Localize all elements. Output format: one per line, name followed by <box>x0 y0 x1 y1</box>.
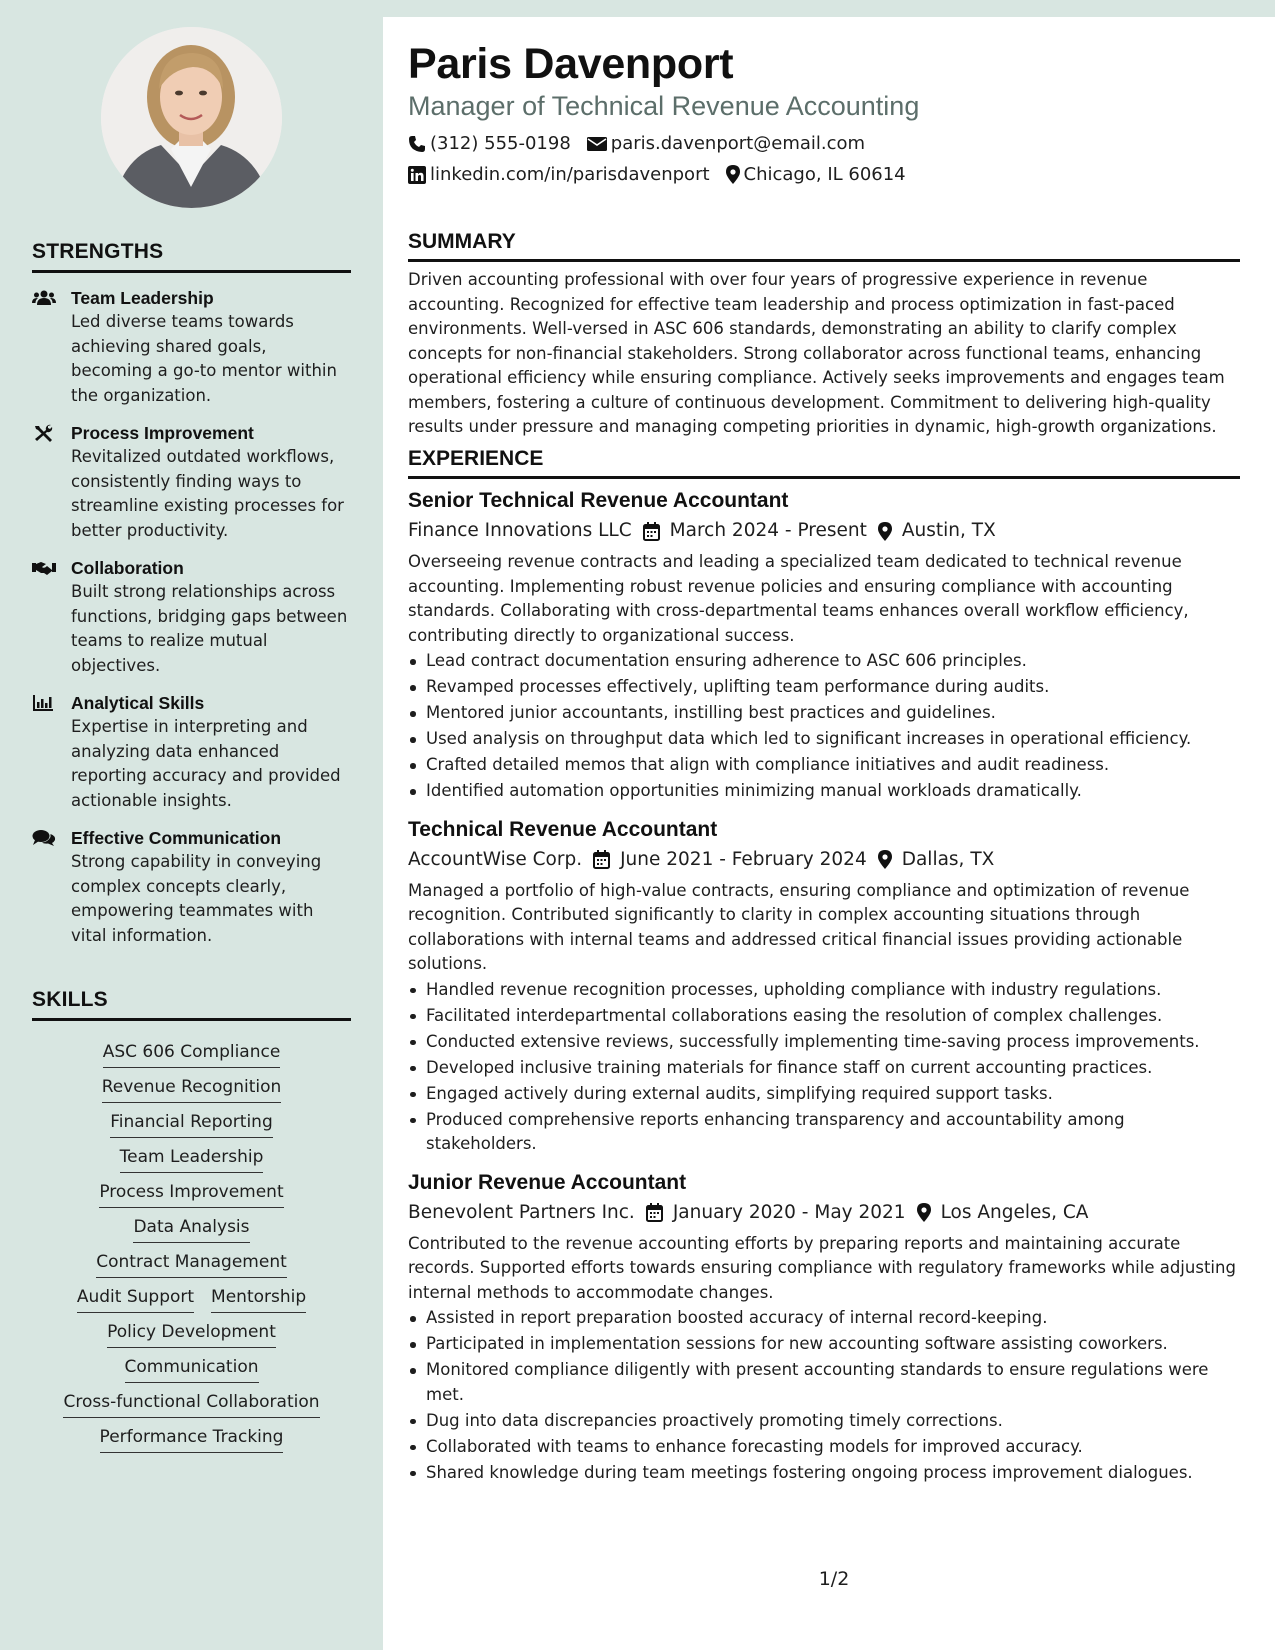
strength-desc: Expertise in interpreting and analyzing data enhanced reporting accuracy and provided actionable insights. <box>71 717 341 810</box>
skills-list <box>32 1040 351 1449</box>
phone-text: (312) 555-0198 <box>430 133 571 154</box>
skill-tag: Audit Support <box>77 1287 194 1313</box>
candidate-name: Paris Davenport <box>408 40 734 88</box>
bullet-item: Identified automation opportunities minimizing manual workloads dramatically. <box>408 779 1240 804</box>
linkedin-icon <box>408 166 426 184</box>
map-pin-icon <box>726 165 740 184</box>
map-pin-icon <box>917 1203 931 1222</box>
tools-icon <box>32 424 56 442</box>
job-bullets <box>408 1306 1240 1485</box>
summary-section <box>408 230 1240 440</box>
bar-chart-icon <box>32 694 56 712</box>
job-title: Senior Technical Revenue Accountant <box>408 489 789 512</box>
strength-desc: Strong capability in conveying complex concepts clearly, empowering teammates with vital information. <box>71 852 322 945</box>
main-content <box>383 17 1275 1650</box>
bullet-item: Assisted in report preparation boosted accuracy of internal record-keeping. <box>408 1306 1240 1331</box>
skill-row <box>38 1180 345 1204</box>
skills-section <box>32 988 351 1449</box>
skill-tag: Process Improvement <box>99 1182 283 1208</box>
skill-tag: Cross-functional Collaboration <box>63 1392 319 1418</box>
job-location: Austin, TX <box>901 520 996 541</box>
job-company: AccountWise Corp. <box>408 848 583 870</box>
skill-row <box>38 1285 345 1309</box>
skill-tag: ASC 606 Compliance <box>103 1042 281 1068</box>
skill-tag: Team Leadership <box>120 1147 264 1173</box>
job-title: Technical Revenue Accountant <box>408 817 718 841</box>
contact-row <box>408 164 906 185</box>
map-pin-icon <box>878 522 892 541</box>
skill-row <box>38 1075 345 1099</box>
job-meta <box>408 518 1240 544</box>
linkedin-link[interactable]: linkedin.com/in/parisdavenport <box>430 164 710 185</box>
summary-title: SUMMARY <box>408 230 1240 262</box>
job-entry <box>408 1169 1240 1486</box>
job-dates: March 2024 - Present <box>669 520 867 541</box>
bullet-item: Facilitated interdepartmental collaborations easing the resolution of complex challenges. <box>408 1004 1240 1029</box>
skill-tag: Data Analysis <box>133 1217 249 1243</box>
phone-item <box>408 133 571 154</box>
skill-row <box>38 1250 345 1274</box>
skill-tag: Mentorship <box>211 1287 306 1313</box>
bullet-item: Used analysis on throughput data which led to significant increases in operational efficiency. <box>408 727 1240 752</box>
skill-tag: Financial Reporting <box>110 1112 273 1138</box>
email-link[interactable]: paris.davenport@email.com <box>610 133 866 154</box>
phone-icon <box>408 135 426 153</box>
skill-row <box>38 1425 345 1449</box>
calendar-icon <box>643 522 660 541</box>
bullet-item: Revamped processes effectively, uplifting team performance during audits. <box>408 675 1240 700</box>
bullet-item: Monitored compliance diligently with present accounting standards to ensure regulations were met. <box>408 1358 1240 1407</box>
skill-tag: Contract Management <box>96 1252 287 1278</box>
calendar-icon <box>593 850 610 869</box>
job-company: Finance Innovations LLC <box>408 520 632 541</box>
skills-title: SKILLS <box>32 988 351 1021</box>
bullet-item: Developed inclusive training materials for finance staff on current accounting practices. <box>408 1056 1240 1081</box>
strength-desc: Led diverse teams towards achieving shared goals, becoming a go-to mentor within the organization. <box>71 312 337 405</box>
candidate-title: Manager of Technical Revenue Accounting <box>408 91 920 121</box>
strength-item <box>32 827 351 948</box>
skill-tag: Performance Tracking <box>100 1427 284 1453</box>
strength-name: Analytical Skills <box>71 693 205 713</box>
bullet-item: Collaborated with teams to enhance forecasting models for improved accuracy. <box>408 1435 1240 1460</box>
strengths-title: STRENGTHS <box>32 240 351 273</box>
job-dates: January 2020 - May 2021 <box>672 1201 906 1223</box>
skill-row <box>38 1215 345 1239</box>
users-icon <box>32 289 56 307</box>
skill-row <box>38 1355 345 1379</box>
bullet-item: Conducted extensive reviews, successfully implementing time-saving process improvements. <box>408 1030 1240 1055</box>
skill-row <box>38 1040 345 1064</box>
experience-section <box>408 447 1240 1487</box>
job-title: Junior Revenue Accountant <box>408 1170 687 1194</box>
bullet-item: Produced comprehensive reports enhancing transparency and accountability among stakeholders. <box>408 1108 1240 1157</box>
email-item[interactable] <box>587 133 865 154</box>
job-meta <box>408 847 1240 873</box>
linkedin-item[interactable] <box>408 164 710 185</box>
job-dates: June 2021 - February 2024 <box>620 848 867 870</box>
job-bullets <box>408 978 1240 1157</box>
strengths-section <box>32 240 351 948</box>
page-number: 1/2 <box>818 1568 850 1590</box>
job-entry <box>408 816 1240 1157</box>
contact-row <box>408 133 865 154</box>
bullet-item: Crafted detailed memos that align with compliance initiatives and audit readiness. <box>408 753 1240 778</box>
bullet-item: Participated in implementation sessions for new accounting software assisting coworkers. <box>408 1332 1240 1357</box>
job-meta <box>408 1200 1240 1226</box>
sidebar <box>0 0 383 1650</box>
comments-icon <box>32 829 56 847</box>
strength-name: Effective Communication <box>71 828 282 848</box>
strength-desc: Built strong relationships across functions, bridging gaps between teams to realize mutual objectives. <box>71 582 348 675</box>
strength-name: Collaboration <box>71 558 184 578</box>
strength-item <box>32 557 351 678</box>
bullet-item: Lead contract documentation ensuring adherence to ASC 606 principles. <box>408 649 1240 674</box>
job-bullets <box>408 649 1240 804</box>
job-entry <box>408 487 1240 804</box>
job-location: Los Angeles, CA <box>940 1201 1089 1223</box>
strength-desc: Revitalized outdated workflows, consistently finding ways to streamline existing processes for better productivity. <box>71 447 344 540</box>
summary-text: Driven accounting professional with over four years of progressive experience in revenue accounting. Recognized for effective team leadership and process optimization in fast-paced environments. Well-versed in ASC 606 standards, demonstrating an ability to clarify complex concepts for non-financial stakeholders. Strong collaborator across functional teams, enhancing operational efficiency while ensuring compliance. Actively seeks improvements and engages team members, fostering a culture of continuous development. Commitment to delivering high-quality results under pressure and managing competing priorities in dynamic, high-growth organizations. <box>408 270 1225 436</box>
skill-tag: Revenue Recognition <box>102 1077 282 1103</box>
job-description: Contributed to the revenue accounting efforts by preparing reports and maintaining accurate records. Supported efforts towards ensuring compliance with regulatory frameworks while adjusting internal methods to accommodate changes. <box>408 1233 1236 1302</box>
experience-title: EXPERIENCE <box>408 447 1240 479</box>
bullet-item: Engaged actively during external audits, simplifying required support tasks. <box>408 1082 1240 1107</box>
skill-row <box>38 1110 345 1134</box>
map-pin-icon <box>878 850 892 869</box>
envelope-icon <box>587 136 607 152</box>
bullet-item: Shared knowledge during team meetings fostering ongoing process improvement dialogues. <box>408 1461 1240 1486</box>
bullet-item: Mentored junior accountants, instilling best practices and guidelines. <box>408 701 1240 726</box>
strength-item <box>32 287 351 408</box>
profile-photo <box>101 27 282 208</box>
strength-name: Team Leadership <box>71 288 214 308</box>
bullet-item: Dug into data discrepancies proactively promoting timely corrections. <box>408 1409 1240 1434</box>
skill-tag: Communication <box>125 1357 259 1383</box>
strength-item <box>32 422 351 543</box>
handshake-icon <box>32 559 56 577</box>
job-company: Benevolent Partners Inc. <box>408 1201 635 1223</box>
strength-item <box>32 692 351 813</box>
calendar-icon <box>646 1203 663 1222</box>
job-description: Managed a portfolio of high-value contracts, ensuring compliance and optimization of revenue recognition. Contributed significantly to clarity in complex accounting situations through collaborations with internal teams and addressed critical financial issues providing actionable solutions. <box>408 880 1190 973</box>
skill-row <box>38 1145 345 1169</box>
skill-tag: Policy Development <box>107 1322 276 1348</box>
job-description: Overseeing revenue contracts and leading a specialized team dedicated to technical revenue accounting. Implementing robust revenue policies and ensuring compliance with accounting standards. Collaborating with cross-departmental teams enhances overall workflow efficiency, contributing directly to organizational success. <box>408 552 1189 645</box>
skill-row <box>38 1390 345 1414</box>
skill-row <box>38 1320 345 1344</box>
strength-name: Process Improvement <box>71 423 254 443</box>
location-item <box>726 164 906 185</box>
location-text: Chicago, IL 60614 <box>743 164 906 185</box>
bullet-item: Handled revenue recognition processes, upholding compliance with industry regulations. <box>408 978 1240 1003</box>
job-location: Dallas, TX <box>901 848 995 870</box>
